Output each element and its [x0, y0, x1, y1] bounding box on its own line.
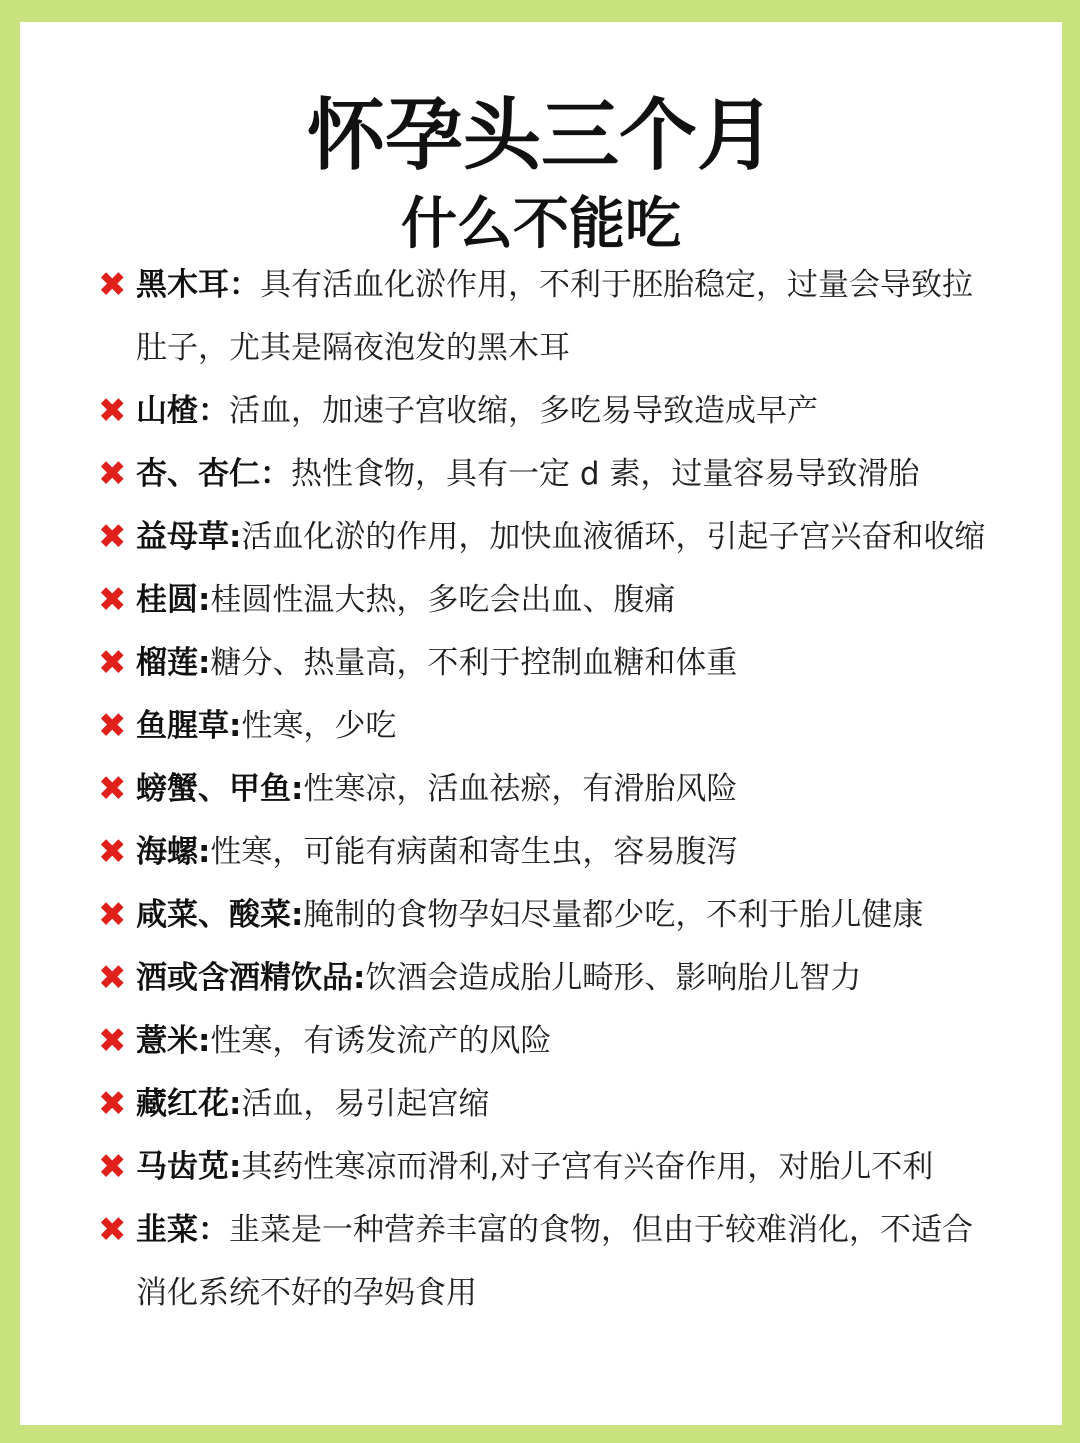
- item-description: 桂圆性温大热，多吃会出血、腹痛: [210, 582, 676, 618]
- list-item: [98, 758, 988, 821]
- list-item: [98, 821, 988, 884]
- cross-mark-icon: ✖: [98, 832, 127, 872]
- food-list: [98, 254, 988, 1325]
- cross-mark-icon: ✖: [98, 454, 127, 494]
- item-separator: :: [198, 1023, 211, 1059]
- cross-mark-icon: ✖: [98, 1147, 127, 1187]
- content-card: [20, 22, 1062, 1425]
- item-description: 活血，加速子宫收缩，多吃易导致造成早产: [229, 393, 818, 429]
- list-item: [98, 254, 988, 380]
- item-name: 桂圆: [136, 582, 198, 618]
- item-separator: :: [291, 897, 304, 933]
- list-item: [98, 1136, 988, 1199]
- cross-mark-icon: ✖: [98, 643, 127, 683]
- item-description: 活血，易引起宫缩: [241, 1086, 490, 1122]
- item-separator: :: [198, 645, 211, 681]
- item-description: 性寒凉，活血祛瘀，有滑胎风险: [303, 771, 738, 807]
- item-name: 山楂: [136, 393, 198, 429]
- item-separator: :: [229, 708, 242, 744]
- item-name: 薏米: [136, 1023, 198, 1059]
- item-description: 性寒，可能有病菌和寄生虫，容易腹泻: [210, 834, 738, 870]
- item-name: 杏、杏仁: [136, 456, 260, 492]
- item-name: 韭菜: [136, 1212, 198, 1248]
- list-item: [98, 506, 988, 569]
- list-item: [98, 380, 988, 443]
- item-description: 具有活血化淤作用，不利于胚胎稳定，过量会导致拉肚子，尤其是隔夜泡发的黑木耳: [136, 267, 973, 366]
- item-separator: :: [229, 1149, 242, 1185]
- item-separator: :: [198, 834, 211, 870]
- cross-mark-icon: ✖: [98, 769, 127, 809]
- item-name: 海螺: [136, 834, 198, 870]
- list-item: [98, 947, 988, 1010]
- cross-mark-icon: ✖: [98, 1021, 127, 1061]
- item-description: 性寒，有诱发流产的风险: [210, 1023, 552, 1059]
- item-separator: :: [353, 960, 366, 996]
- item-description: 性寒，少吃: [241, 708, 397, 744]
- item-name: 马齿苋: [136, 1149, 229, 1185]
- cross-mark-icon: ✖: [98, 958, 127, 998]
- item-separator: ：: [229, 267, 260, 303]
- item-description: 活血化淤的作用，加快血液循环，引起子宫兴奋和收缩: [241, 519, 986, 555]
- cross-mark-icon: ✖: [98, 517, 127, 557]
- item-name: 螃蟹、甲鱼: [136, 771, 291, 807]
- item-description: 腌制的食物孕妇尽量都少吃，不利于胎儿健康: [303, 897, 924, 933]
- list-item: [98, 569, 988, 632]
- cross-mark-icon: ✖: [98, 391, 127, 431]
- list-item: [98, 695, 988, 758]
- item-separator: :: [198, 582, 211, 618]
- cross-mark-icon: ✖: [98, 580, 127, 620]
- item-separator: ：: [260, 456, 291, 492]
- item-name: 益母草: [136, 519, 229, 555]
- item-separator: ：: [198, 1212, 229, 1248]
- item-name: 咸菜、酸菜: [136, 897, 291, 933]
- cross-mark-icon: ✖: [98, 265, 127, 305]
- cross-mark-icon: ✖: [98, 1084, 127, 1124]
- item-separator: ：: [198, 393, 229, 429]
- item-separator: :: [291, 771, 304, 807]
- list-item: [98, 1199, 988, 1325]
- list-item: [98, 443, 988, 506]
- item-name: 酒或含酒精饮品: [136, 960, 353, 996]
- item-name: 黑木耳: [136, 267, 229, 303]
- item-name: 榴莲: [136, 645, 198, 681]
- page-subtitle: 什么不能吃: [401, 192, 681, 257]
- list-item: [98, 1073, 988, 1136]
- item-description: 饮酒会造成胎儿畸形、影响胎儿智力: [365, 960, 862, 996]
- item-description: 热性食物，具有一定 d 素，过量容易导致滑胎: [291, 456, 920, 492]
- list-item: [98, 1010, 988, 1073]
- cross-mark-icon: ✖: [98, 706, 127, 746]
- item-description: 其药性寒凉而滑利,对子宫有兴奋作用，对胎儿不利: [241, 1149, 934, 1185]
- item-description: 韭菜是一种营养丰富的食物，但由于较难消化，不适合消化系统不好的孕妈食用: [136, 1212, 973, 1311]
- list-item: [98, 632, 988, 695]
- list-item: [98, 884, 988, 947]
- item-separator: :: [229, 519, 242, 555]
- page-title: 怀孕头三个月: [306, 91, 775, 181]
- item-description: 糖分、热量高，不利于控制血糖和体重: [210, 645, 738, 681]
- cross-mark-icon: ✖: [98, 895, 127, 935]
- item-name: 鱼腥草: [136, 708, 229, 744]
- item-name: 藏红花: [136, 1086, 229, 1122]
- cross-mark-icon: ✖: [98, 1210, 127, 1250]
- item-separator: :: [229, 1086, 242, 1122]
